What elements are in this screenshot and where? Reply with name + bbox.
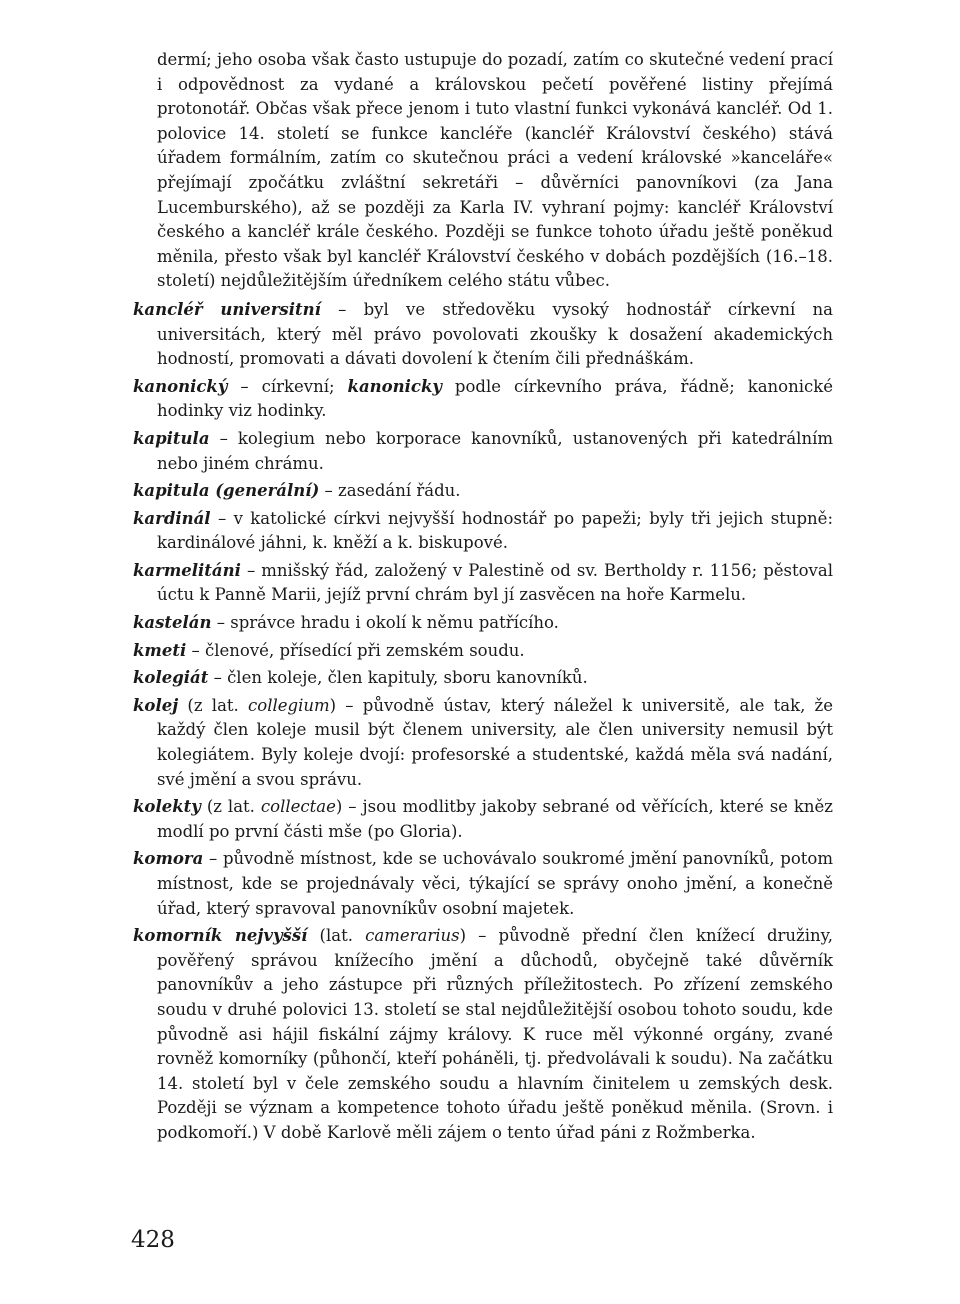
entry-text: – členové, přísedící při zemském soudu. [186,640,525,660]
entry-head: kolej [133,695,179,715]
entry-head: kastelán [133,613,212,633]
entry-head: kolekty [133,797,201,817]
entry-text: ) – jsou modlitby jakoby sebrané od věřících, které se kněz modlí po první části mše (po Gloria). [157,797,833,841]
entry-head: kapitula [133,428,210,448]
entry-kolegiat [133,666,833,691]
entry-kolej [133,694,833,792]
entry-komornik-nejvyssi [133,924,833,1145]
page-number: 428 [131,1227,175,1253]
entry-latin-term: collectae [260,797,336,817]
entry-text: – církevní; [227,376,348,396]
entry-text: – člen koleje, člen kapituly, sboru kanovníků. [208,668,588,688]
entry-text: ) – původně přední člen knížecí družiny, pověřený správou knížecího jmění a důchodů, obyčejně také důvěrník panovníkův a jeho zástupce při různých příležitostech. Po zřízení zemského soudu v druhé polovici 13. století se stal nejdůležitější osobou tohoto soudu, kde původně asi hájil fiskální zájmy královy. K ruce měl výkonné orgány, zvané rovněž komorníky (půhončí, kteří poháněli, tj. předvolávali k soudu). Na začátku 14. století byl v čele zemského soudu a hlavním činitelem u zemských desk. Později se význam a kompetence tohoto úřadu ještě poněkud měnila. (Srovn. i podkomoří.) V době Karlově měli zájem o tento úřad páni z Rožmberka. [157,926,834,1142]
entry-head: kapitula (generální) [133,481,320,501]
entry-text: – zasedání řádu. [319,481,461,501]
entry-text: – v katolické církvi nejvyšší hodnostář po papeži; byly tři jejich stupně: kardinálové jáhni, k. kněží a k. biskupové. [157,508,833,553]
entry-prefix: (lat. [307,926,366,946]
entry-head: komorník nejvyšší [133,926,308,946]
entry-kapitula [133,427,833,476]
entry-text: – kolegium nebo korporace kanovníků, ustanovených při katedrálním nebo jiném chrámu. [157,428,833,473]
entry-kastelan [133,611,833,636]
entry-karmelitani [133,559,833,608]
entry-text: ) – původně ústav, který náležel k universitě, ale tak, že každý člen koleje musil být členem university, ale člen university nemusil být kolegiátem. Byly koleje dvojí: profesorské a studentské, každá měla svá nadání, své jmění a svou správu. [157,695,833,789]
entry-kancler-universitni [133,298,833,372]
entry-head: kanonický [133,376,228,396]
entry-head: komora [133,849,204,869]
entry-kmeti [133,639,833,664]
glossary-text [133,48,833,1149]
entry-text: – byl ve středověku vysoký hodnostář církevní na universitách, který měl právo povolovati zkoušky k dosažení akademických hodností, promovati a dávati dovolení k čtením čili přednáškám. [157,299,833,369]
entry-head: kolegiát [133,668,209,688]
entry-prefix: (z lat. [178,695,249,715]
entry-komora [133,847,833,921]
entry-head: kardinál [133,508,211,528]
entry-latin-term: collegium [248,695,330,715]
entry-head: kancléř universitní [133,299,321,319]
entry-head: karmelitáni [133,560,241,580]
entry-text: – mnišský řád, založený v Palestině od sv. Bertholdy r. 1156; pěstoval úctu k Panně Marii, jejíž první chrám byl jí zasvěcen na hoře Karmelu. [157,560,833,605]
entry-kolekty [133,795,833,844]
entry-text: – původně místnost, kde se uchovávalo soukromé jmění panovníků, potom místnost, kde se projednávaly věci, týkající se správy onoho jmění, a konečně úřad, který spravoval panovníkův osobní majetek. [157,849,833,918]
entry-head: kmeti [133,640,187,660]
entry-text: – správce hradu i okolí k němu patřícího. [211,613,559,633]
entry-prefix: (z lat. [200,797,261,817]
entry-text: podle církevního práva, řádně; kanonické hodinky viz hodinky. [157,376,834,421]
entry-kardinal [133,507,833,556]
entry-latin-term: camerarius [365,926,460,946]
entry-kanonicky [133,375,833,424]
entry-kapitula-generalni [133,479,833,504]
entry-subhead: kanonicky [347,376,442,396]
continuation-paragraph: dermí; jeho osoba však často ustupuje do pozadí, zatím co skutečné vedení prací i odpovědnost za vydané a královskou pečetí pověřené listiny přejímá protonotář. Občas však přece jenom i tuto vlastní funkci vykonává kancléř. Od 1. polovice 14. století se funkce kancléře (kancléř Království českého) stává úřadem formálním, zatím co skutečnou práci a vedení královské »kanceláře« přejímají zpočátku zvláštní sekretáři – důvěrníci panovníkovi (za Jana Lucemburského), až se později za Karla IV. vyhraní pojmy: kancléř Království českého a kancléř krále českého. Později se funkce tohoto úřadu ještě poněkud měnila, přesto však byl kancléř Království českého v dobách pozdějších (16.–18. století) nejdůležitějším úředníkem celého státu vůbec. [157,50,833,291]
